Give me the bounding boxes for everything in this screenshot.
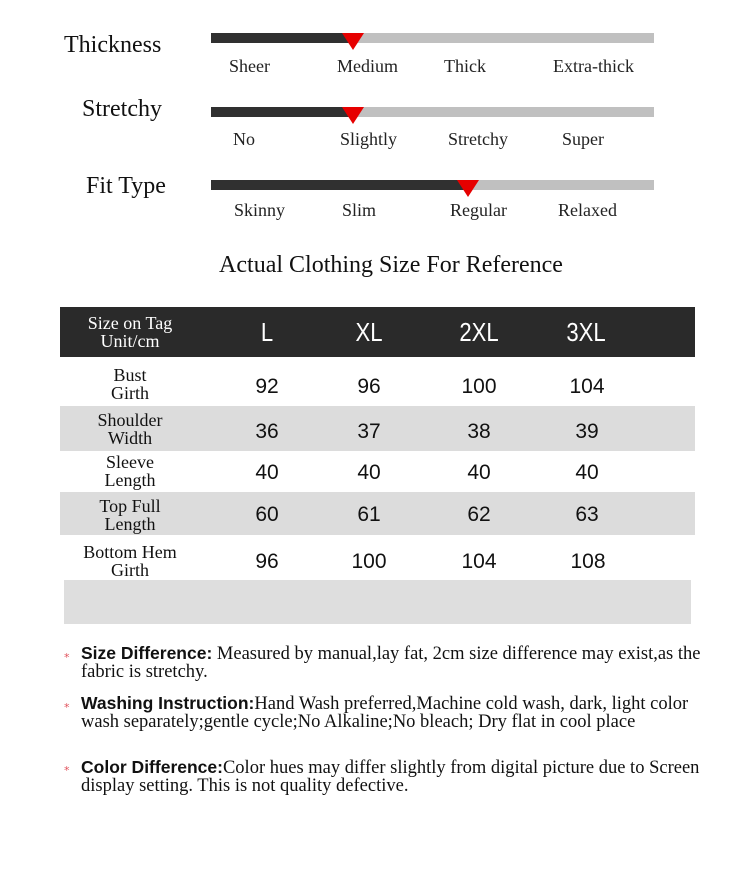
scale-bar — [211, 107, 654, 117]
table-row — [60, 358, 695, 406]
scale-bar — [211, 33, 654, 43]
section-title: Actual Clothing Size For Reference — [219, 252, 563, 278]
table-cell: 37 — [357, 420, 381, 443]
table-row — [60, 451, 695, 492]
size-header: XL — [355, 317, 383, 347]
row-label-line: Top Full — [99, 496, 161, 516]
row-label — [60, 543, 200, 579]
note-heading: Washing Instruction: — [81, 693, 255, 713]
table-row — [60, 535, 695, 580]
table-cell: 60 — [255, 503, 279, 526]
scale-option: Thick — [444, 56, 486, 76]
table-cell: 104 — [569, 375, 605, 398]
size-header: 2XL — [459, 317, 499, 347]
table-header-row — [60, 307, 695, 357]
note-color-difference — [81, 758, 701, 795]
table-cell: 61 — [357, 503, 381, 526]
table-cell: 104 — [461, 550, 497, 573]
row-label-line: Length — [104, 514, 156, 534]
row-label-line: Girth — [111, 383, 149, 403]
header-label-line: Unit/cm — [100, 331, 160, 351]
note-washing-instruction — [81, 694, 701, 731]
table-cell: 63 — [575, 503, 599, 526]
scale-option: Skinny — [234, 200, 286, 220]
size-header: L — [260, 317, 274, 347]
row-label — [60, 497, 200, 533]
table-cell: 100 — [351, 550, 387, 573]
row-label — [60, 366, 200, 402]
row-label-line: Bust — [113, 365, 147, 385]
star-bullet-icon: * — [64, 701, 70, 714]
table-cell: 96 — [357, 375, 381, 398]
table-empty-row — [64, 580, 691, 624]
row-label-line: Length — [104, 470, 156, 490]
row-label — [60, 453, 200, 489]
scale-option: Super — [562, 129, 604, 149]
scale-label: Stretchy — [82, 96, 162, 122]
note-size-difference — [81, 644, 701, 681]
marker-triangle-icon — [342, 33, 364, 50]
table-row — [60, 406, 695, 451]
note-heading: Color Difference: — [81, 757, 223, 777]
scale-label: Fit Type — [86, 173, 166, 199]
scale-bar — [211, 180, 654, 190]
scale-label: Thickness — [64, 32, 162, 58]
header-label — [60, 314, 200, 350]
scale-option: Relaxed — [558, 200, 617, 220]
table-cell: 36 — [255, 420, 279, 443]
row-label-line: Girth — [111, 560, 149, 580]
scale-option: Slim — [342, 200, 377, 220]
table-cell: 40 — [467, 461, 491, 484]
size-header: 3XL — [566, 317, 606, 347]
row-label-line: Width — [107, 428, 153, 448]
table-cell: 100 — [461, 375, 497, 398]
note-text: Color hues may differ slightly from digital picture due to Screen display setting. This is not quality defective. — [81, 758, 700, 796]
star-bullet-icon: * — [64, 651, 70, 664]
scale-option: Slightly — [340, 129, 398, 149]
table-cell: 40 — [255, 461, 279, 484]
scale-option: Extra-thick — [553, 56, 634, 76]
scale-bar-fill — [211, 180, 468, 190]
table-cell: 96 — [255, 550, 279, 573]
table-row — [60, 492, 695, 535]
table-cell: 108 — [570, 550, 606, 573]
row-label-line: Bottom Hem — [83, 542, 177, 562]
scale-option: Medium — [337, 56, 398, 76]
scale-option: Sheer — [229, 56, 270, 76]
table-cell: 92 — [255, 375, 279, 398]
table-cell: 40 — [575, 461, 599, 484]
scale-bar-fill — [211, 33, 353, 43]
scale-option: No — [233, 129, 255, 149]
table-cell: 62 — [467, 503, 491, 526]
header-label-line: Size on Tag — [87, 313, 173, 333]
scale-option: Regular — [450, 200, 507, 220]
row-label-line: Shoulder — [97, 410, 163, 430]
table-cell: 40 — [357, 461, 381, 484]
note-text: Measured by manual,lay fat, 2cm size difference may exist,as the fabric is stretchy. — [81, 644, 701, 682]
table-cell: 38 — [467, 420, 491, 443]
row-label — [60, 411, 200, 447]
note-text: Hand Wash preferred,Machine cold wash, dark, light color wash separately;gentle cycle;No Alkaline;No bleach; Dry flat in cool place — [81, 694, 689, 732]
star-bullet-icon: * — [64, 764, 70, 777]
scale-option: Stretchy — [448, 129, 508, 149]
marker-triangle-icon — [457, 180, 479, 197]
row-label-line: Sleeve — [106, 452, 154, 472]
scale-bar-fill — [211, 107, 353, 117]
note-heading: Size Difference: — [81, 643, 213, 663]
marker-triangle-icon — [342, 107, 364, 124]
table-cell: 39 — [575, 420, 599, 443]
